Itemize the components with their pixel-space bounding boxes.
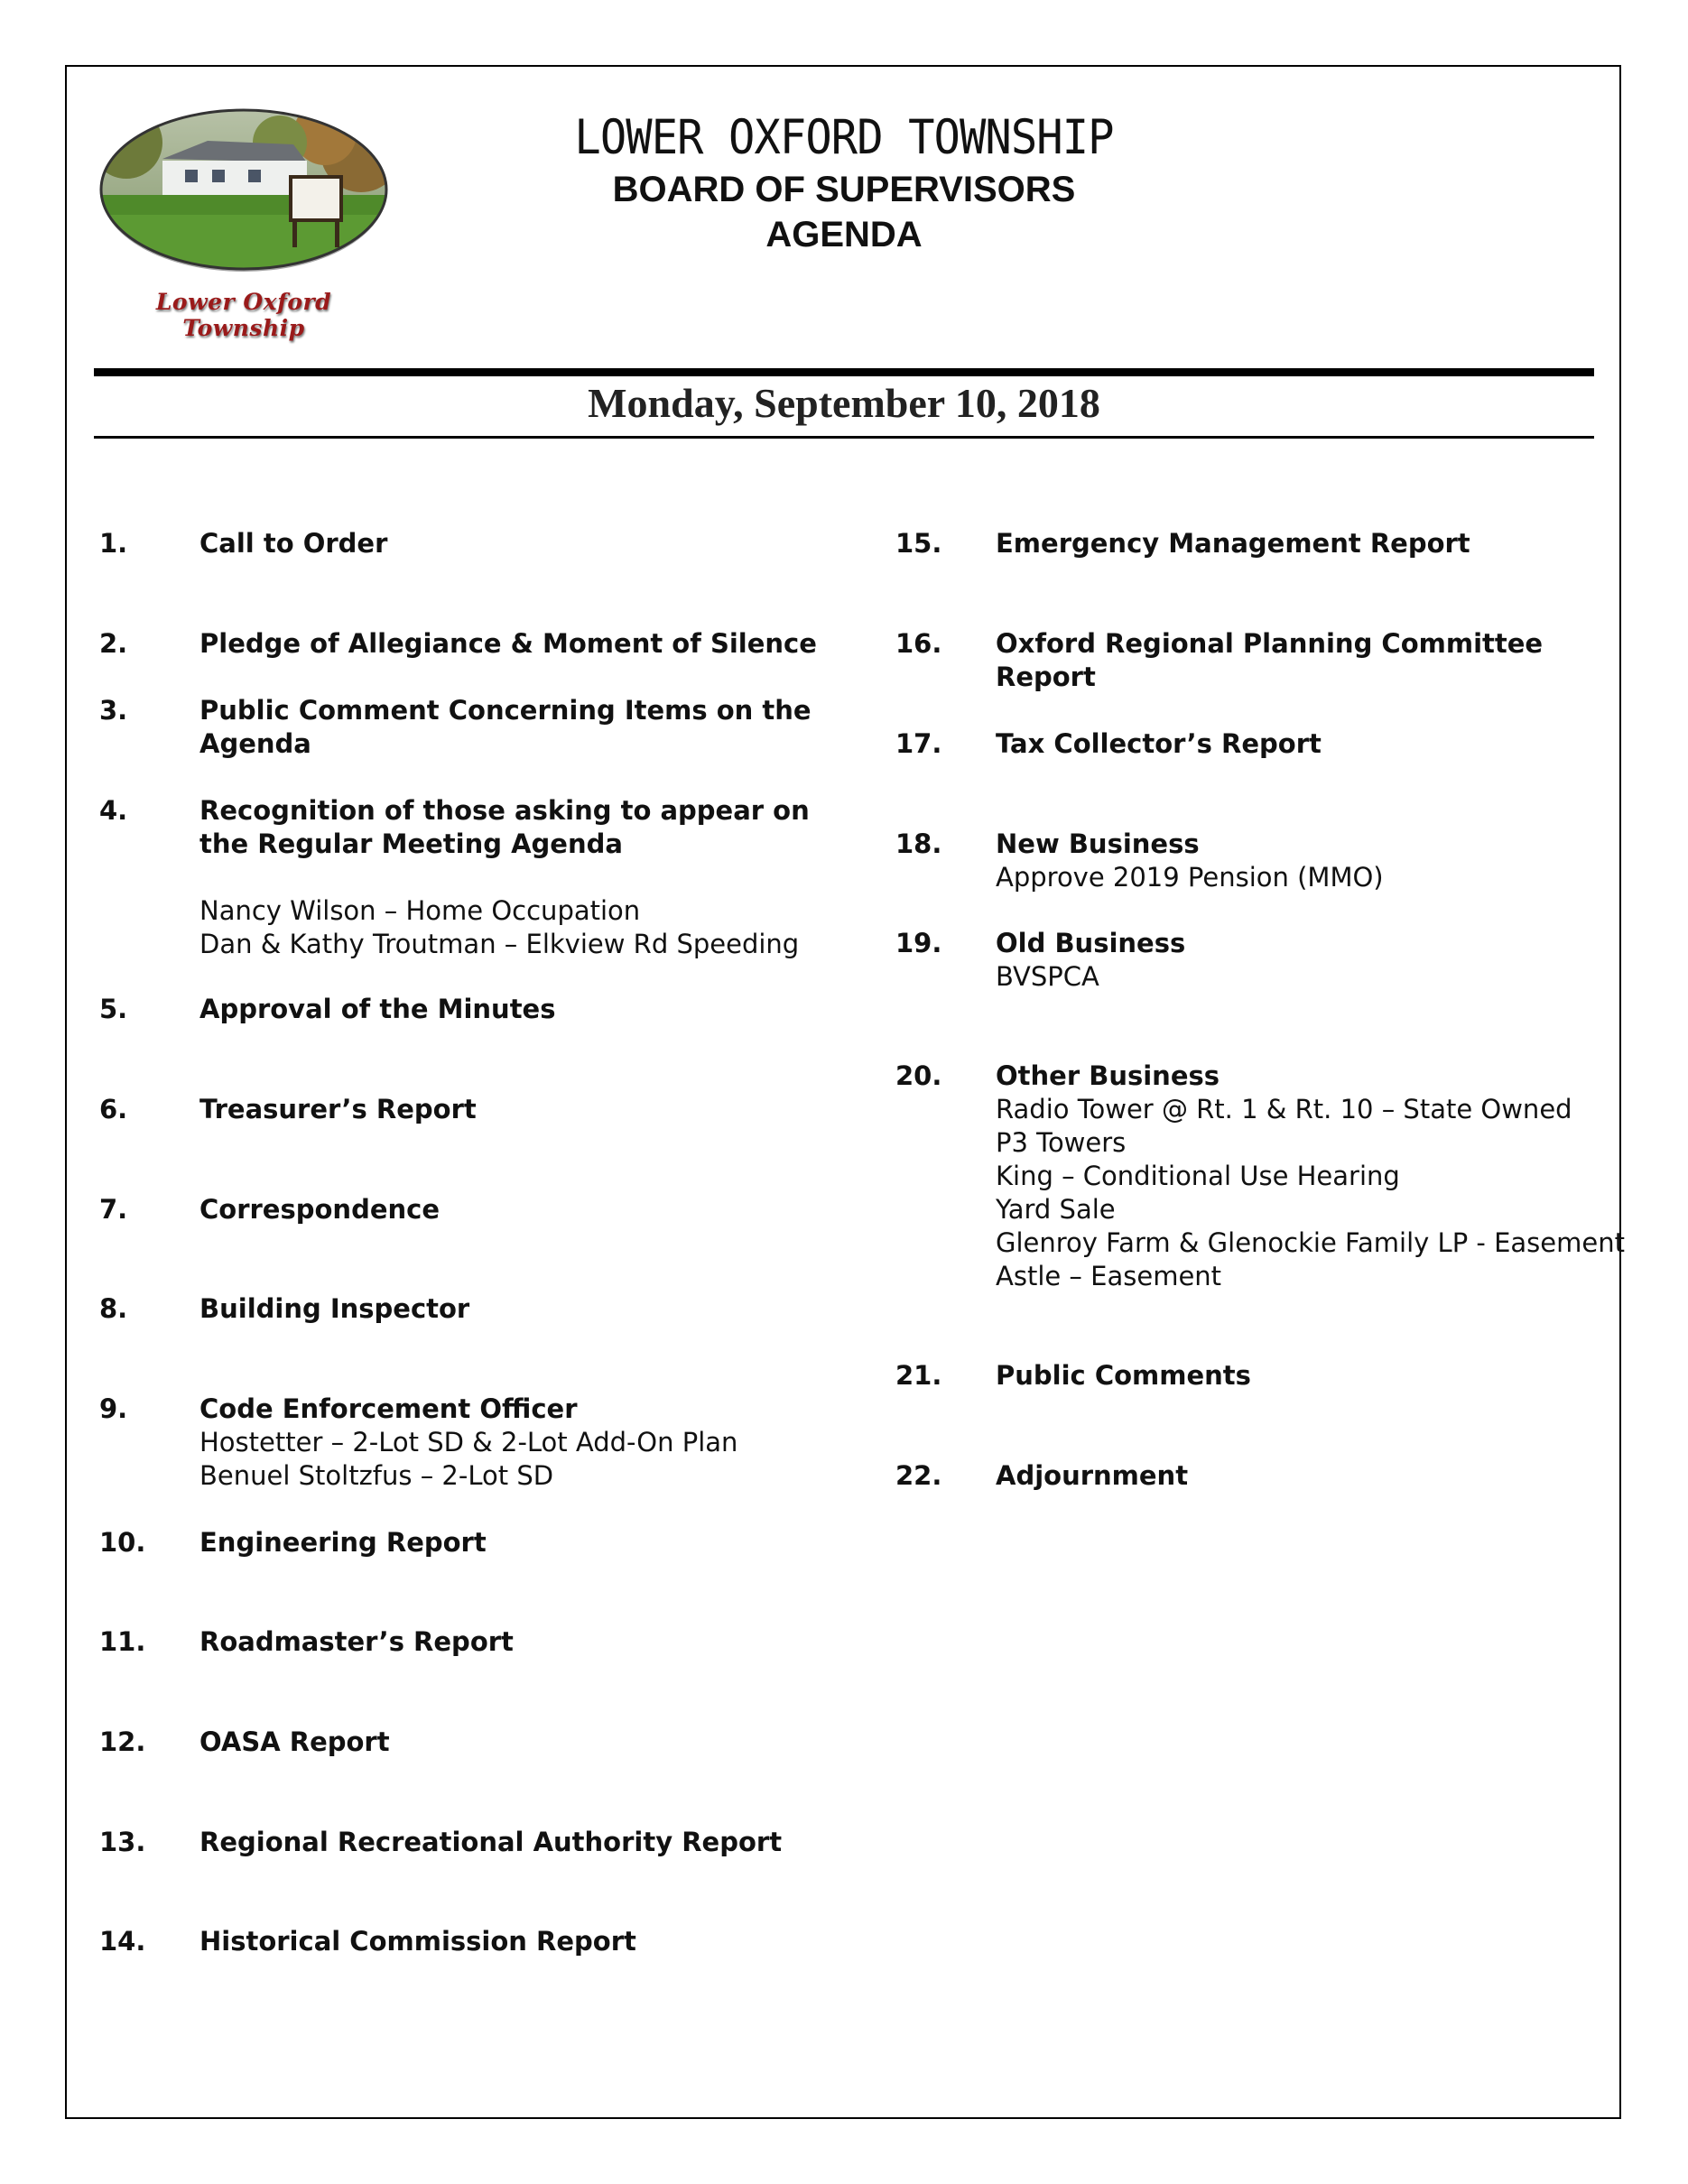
item-number: 21. <box>895 1360 942 1391</box>
item-title: the Regular Meeting Agenda <box>199 828 623 859</box>
item-title: Agenda <box>199 728 311 759</box>
item-title: Other Business <box>996 1060 1220 1091</box>
township-title: LOWER OXFORD TOWNSHIP <box>574 110 1114 165</box>
item-title: Treasurer’s Report <box>199 1094 477 1124</box>
item-title: Adjournment <box>996 1460 1189 1491</box>
item-title: Roadmaster’s Report <box>199 1626 514 1657</box>
item-number: 7. <box>99 1194 128 1225</box>
agenda-title: AGENDA <box>765 215 923 254</box>
item-number: 12. <box>99 1726 146 1757</box>
item-detail: Hostetter – 2-Lot SD & 2-Lot Add-On Plan <box>199 1427 738 1458</box>
item-number: 3. <box>99 695 128 726</box>
item-title: Pledge of Allegiance & Moment of Silence <box>199 628 817 659</box>
item-detail: Approve 2019 Pension (MMO) <box>996 862 1384 893</box>
item-detail: Glenroy Farm & Glenockie Family LP - Easement <box>996 1227 1625 1258</box>
item-spacer <box>199 861 810 894</box>
item-number: 16. <box>895 628 942 659</box>
item-number: 19. <box>895 928 942 958</box>
item-number: 14. <box>99 1926 146 1957</box>
item-title: Oxford Regional Planning Committee <box>996 628 1544 659</box>
item-title: Approval of the Minutes <box>199 994 556 1024</box>
logo-caption: Lower Oxford Township <box>155 289 332 341</box>
divider-thin <box>94 436 1594 439</box>
item-detail: Astle – Easement <box>996 1261 1222 1291</box>
item-number: 10. <box>99 1527 146 1558</box>
item-number: 9. <box>99 1393 128 1424</box>
item-title: Old Business <box>996 928 1186 958</box>
meeting-date: Monday, September 10, 2018 <box>588 380 1100 426</box>
item-title: Public Comment Concerning Items on the <box>199 695 812 726</box>
building-photo-icon <box>99 106 388 287</box>
item-number: 18. <box>895 828 942 859</box>
item-title: Report <box>996 662 1096 692</box>
item-number: 11. <box>99 1626 146 1657</box>
item-number: 15. <box>895 528 942 559</box>
item-detail: Yard Sale <box>996 1194 1116 1225</box>
item-title: Engineering Report <box>199 1527 487 1558</box>
item-detail: BVSPCA <box>996 961 1099 992</box>
item-title: Call to Order <box>199 528 388 559</box>
item-detail: Nancy Wilson – Home Occupation <box>199 895 641 926</box>
item-title: Recognition of those asking to appear on <box>199 795 810 826</box>
item-number: 13. <box>99 1827 146 1857</box>
item-number: 1. <box>99 528 128 559</box>
item-title: New Business <box>996 828 1200 859</box>
item-detail: Radio Tower @ Rt. 1 & Rt. 10 – State Owned <box>996 1094 1572 1124</box>
item-title: Correspondence <box>199 1194 440 1225</box>
item-detail: P3 Towers <box>996 1127 1127 1158</box>
item-detail: Dan & Kathy Troutman – Elkview Rd Speeding <box>199 929 800 959</box>
item-title: OASA Report <box>199 1726 390 1757</box>
item-title: Code Enforcement Officer <box>199 1393 578 1424</box>
item-detail: King – Conditional Use Hearing <box>996 1161 1400 1191</box>
item-title: Emergency Management Report <box>996 528 1470 559</box>
item-number: 20. <box>895 1060 942 1091</box>
item-title: Building Inspector <box>199 1293 470 1324</box>
item-number: 4. <box>99 795 128 826</box>
divider-thick <box>94 368 1594 376</box>
item-number: 6. <box>99 1094 128 1124</box>
item-title: Public Comments <box>996 1360 1251 1391</box>
item-title: Regional Recreational Authority Report <box>199 1827 783 1857</box>
board-title: BOARD OF SUPERVISORS <box>612 170 1076 209</box>
item-title: Historical Commission Report <box>199 1926 636 1957</box>
item-number: 5. <box>99 994 128 1024</box>
item-title: Tax Collector’s Report <box>996 728 1322 759</box>
item-number: 8. <box>99 1293 128 1324</box>
township-logo <box>99 106 388 341</box>
item-number: 2. <box>99 628 128 659</box>
item-number: 22. <box>895 1460 942 1491</box>
item-number: 17. <box>895 728 942 759</box>
item-detail: Benuel Stoltzfus – 2-Lot SD <box>199 1460 554 1491</box>
